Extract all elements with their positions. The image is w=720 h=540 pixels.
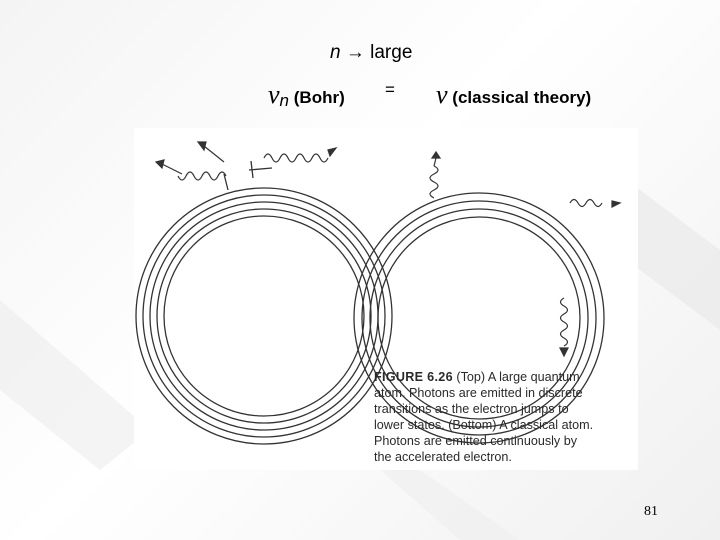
figure-6-26 — [134, 128, 638, 470]
caption-line-6: the accelerated electron. — [374, 450, 512, 464]
nu-symbol-right: ν — [436, 80, 448, 109]
n-symbol: n — [330, 42, 341, 63]
figure-caption — [374, 369, 634, 465]
caption-line-5: Photons are emitted continuously by — [374, 434, 578, 448]
photon-wave-classical-bottom — [560, 298, 568, 356]
arrow-icon: → — [345, 42, 365, 63]
classical-frequency — [436, 80, 591, 108]
photon-wave-top-left — [198, 142, 224, 162]
subscript-n: n — [279, 91, 290, 110]
caption-line-3: transitions as the electron jumps to — [374, 402, 569, 416]
photon-wave-classical-right — [570, 200, 620, 208]
equals-sign: = — [385, 80, 395, 99]
photon-wave-left — [156, 160, 226, 180]
caption-line-2: atom. Photons are emitted in discrete — [374, 386, 583, 400]
photon-wave-classical-top — [430, 152, 440, 198]
caption-line-4: lower states. (Bottom) A classical atom. — [374, 418, 594, 432]
large-text: large — [370, 42, 413, 63]
limit-heading — [330, 42, 412, 64]
caption-line-1: (Top) A large quantum — [456, 370, 580, 384]
classical-label: (classical theory) — [452, 88, 592, 107]
figure-label: FIGURE 6.26 — [374, 370, 453, 384]
bohr-frequency — [268, 80, 345, 108]
quantum-jump-markers — [224, 161, 272, 190]
photon-wave-top — [264, 148, 336, 162]
page-number: 81 — [644, 504, 658, 519]
bohr-label: (Bohr) — [293, 88, 345, 107]
nu-symbol-left: ν — [268, 80, 280, 109]
